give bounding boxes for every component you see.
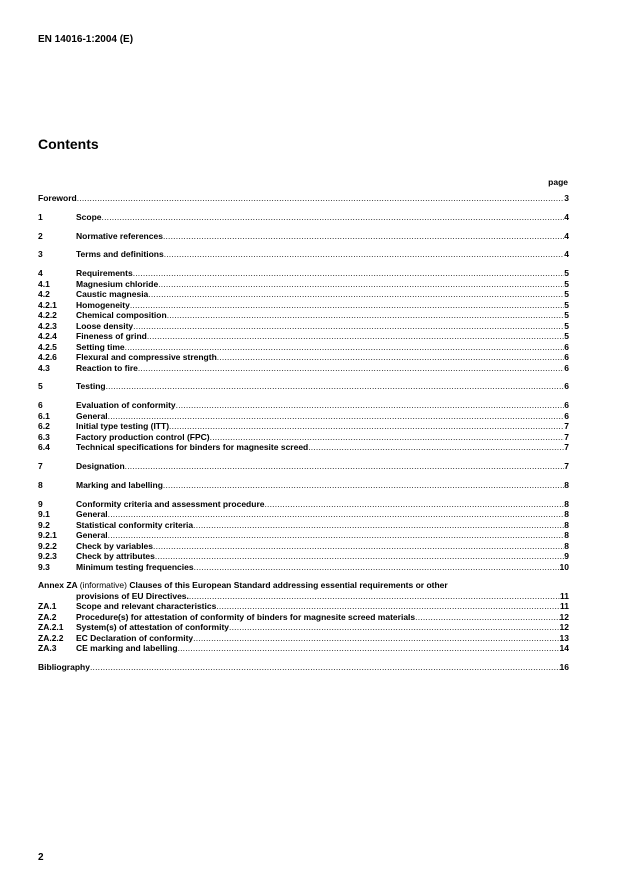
contents-title: Contents	[38, 136, 99, 152]
toc-entry-number: 6.1	[38, 410, 50, 421]
toc-entry-number: 4.2.6	[38, 352, 57, 363]
toc-entry-number: 1	[38, 211, 43, 222]
toc-entry-page: 7	[564, 421, 569, 432]
annex-label: Annex ZA	[38, 580, 78, 591]
toc-entry[interactable]	[38, 300, 569, 311]
toc-entry[interactable]	[38, 381, 569, 392]
dot-leader	[189, 591, 560, 602]
toc-entry-title: Scope and relevant characteristics	[76, 601, 217, 612]
toc-annex-za[interactable]	[38, 580, 569, 654]
toc-entry-bibliography[interactable]	[38, 662, 569, 673]
toc-entry-title: Caustic magnesia	[76, 289, 149, 300]
toc-entry-number: 6	[38, 400, 43, 411]
dot-leader	[169, 421, 564, 432]
dot-leader	[193, 633, 559, 644]
toc-entry-number: 4.3	[38, 362, 50, 373]
toc-entry-page: 13	[559, 632, 569, 643]
dot-leader	[167, 310, 565, 321]
toc-entry-title: Scope	[76, 211, 102, 222]
toc-entry-number: ZA.1	[38, 601, 57, 612]
toc-entry-page: 5	[564, 310, 569, 321]
toc-entry-number: 6.2	[38, 421, 50, 432]
toc-entry-number: 9.1	[38, 509, 50, 520]
toc-entry-page: 12	[559, 611, 569, 622]
toc-entry-page: 5	[564, 289, 569, 300]
annex-heading-line	[38, 580, 569, 591]
dot-leader	[194, 562, 560, 573]
dot-leader	[178, 643, 560, 654]
toc-entry[interactable]	[38, 509, 569, 520]
toc-entry-title: CE marking and labelling	[76, 643, 178, 654]
toc-main-entries	[38, 193, 569, 572]
toc-entry-number: 5	[38, 381, 43, 392]
dot-leader	[102, 212, 565, 223]
toc-entry[interactable]	[38, 249, 569, 260]
dot-leader	[163, 480, 564, 491]
toc-entry-page: 16	[559, 662, 569, 673]
toc-entry-number: 9	[38, 498, 43, 509]
toc-entry-number: 9.2	[38, 519, 50, 530]
toc-entry-page: 6	[564, 362, 569, 373]
toc-entry-title: Flexural and compressive strength	[76, 352, 217, 363]
toc-entry[interactable]	[38, 633, 569, 644]
toc-entry-number: 3	[38, 249, 43, 260]
dot-leader	[108, 509, 565, 520]
toc-entry-title: Bibliography	[38, 662, 90, 673]
dot-leader	[193, 520, 564, 531]
dot-leader	[264, 499, 564, 510]
toc-entry[interactable]	[38, 289, 569, 300]
toc-entry-title: Procedure(s) for attestation of conformity of binders for magnesite screed materials	[76, 611, 416, 622]
toc-entry[interactable]	[38, 421, 569, 432]
dot-leader	[90, 662, 560, 673]
toc-entry-title: Magnesium chloride	[76, 278, 159, 289]
toc-entry-number: 4.2.5	[38, 341, 57, 352]
toc-entry-title: EC Declaration of conformity	[76, 632, 194, 643]
dot-leader	[217, 352, 564, 363]
toc-entry-number: 4.2.2	[38, 310, 57, 321]
toc-entry-title: Homogeneity	[76, 299, 130, 310]
dot-leader	[153, 541, 564, 552]
dot-leader	[176, 400, 565, 411]
table-of-contents	[38, 193, 569, 673]
toc-entry-page: 4	[564, 249, 569, 260]
toc-entry[interactable]	[38, 530, 569, 541]
toc-entry[interactable]	[38, 400, 569, 411]
toc-entry-page: 11	[560, 601, 569, 612]
dot-leader	[210, 432, 565, 443]
toc-entry-title: Evaluation of conformity	[76, 400, 176, 411]
toc-entry-title: Initial type testing (ITT)	[76, 421, 170, 432]
toc-entry-number: ZA.3	[38, 643, 57, 654]
toc-entry-title: Terms and definitions	[76, 249, 164, 260]
toc-entry[interactable]	[38, 562, 569, 573]
toc-entry-title: Requirements	[76, 268, 133, 279]
annex-title-line2: provisions of EU Directives.	[76, 590, 189, 601]
dot-leader	[147, 331, 564, 342]
toc-entry[interactable]	[38, 461, 569, 472]
annex-qualifier: (informative)	[79, 580, 127, 591]
dot-leader	[158, 279, 564, 290]
toc-entry-page: 8	[564, 540, 569, 551]
toc-entry-number: 4	[38, 268, 43, 279]
toc-entry-number: 4.2.1	[38, 299, 57, 310]
toc-entry-title: System(s) of attestation of conformity	[76, 622, 230, 633]
dot-leader	[125, 461, 565, 472]
toc-entry-title: Statistical conformity criteria	[76, 519, 194, 530]
toc-entry-number: 2	[38, 230, 43, 241]
toc-entry-page: 14	[559, 643, 569, 654]
page-number-footer: 2	[38, 852, 44, 863]
toc-entry[interactable]	[38, 342, 569, 353]
annex-title-line1: Clauses of this European Standard addressing essential requirements or other	[129, 580, 448, 591]
dot-leader	[133, 268, 565, 279]
toc-entry-title: Loose density	[76, 320, 134, 331]
toc-entry-page: 5	[564, 299, 569, 310]
dot-leader	[163, 231, 564, 242]
annex-page-number: 11	[560, 590, 569, 601]
toc-entry-number: 4.2	[38, 289, 50, 300]
toc-entry-number: ZA.2.1	[38, 622, 64, 633]
toc-entry-number: 4.1	[38, 278, 50, 289]
toc-entry-title: Normative references	[76, 230, 163, 241]
dot-leader	[130, 300, 564, 311]
toc-entry-title: Factory production control (FPC)	[76, 431, 210, 442]
toc-entry-title: Testing	[76, 381, 106, 392]
toc-entry[interactable]	[38, 321, 569, 332]
toc-entry[interactable]	[38, 432, 569, 443]
toc-entry-title: Conformity criteria and assessment procedure	[76, 498, 265, 509]
toc-entry[interactable]	[38, 352, 569, 363]
toc-annex-entries	[38, 601, 569, 654]
toc-entry-title: Check by attributes	[76, 551, 155, 562]
toc-entry[interactable]	[38, 499, 569, 510]
toc-entry-number: 9.2.3	[38, 551, 57, 562]
toc-entry-title: Fineness of grind	[76, 331, 147, 342]
toc-entry-page: 3	[564, 193, 569, 203]
toc-entry[interactable]	[38, 622, 569, 633]
toc-entry-title: Marking and labelling	[76, 479, 163, 490]
dot-leader	[138, 363, 564, 374]
page-column-label: page	[548, 177, 568, 187]
toc-entry-page: 9	[564, 551, 569, 562]
toc-entry-title: General	[76, 530, 108, 541]
toc-entry[interactable]	[38, 310, 569, 321]
dot-leader	[106, 381, 565, 392]
toc-entry-page: 6	[564, 400, 569, 411]
toc-entry-page: 4	[564, 230, 569, 241]
toc-entry-number: 6.4	[38, 442, 50, 453]
toc-entry-title: Foreword	[38, 193, 77, 203]
toc-entry-page: 8	[564, 530, 569, 541]
toc-entry-page: 5	[564, 320, 569, 331]
toc-entry[interactable]	[38, 212, 569, 223]
toc-entry-number: 7	[38, 461, 43, 472]
annex-title-continuation	[38, 591, 569, 602]
toc-entry[interactable]	[38, 193, 569, 204]
toc-entry[interactable]	[38, 411, 569, 422]
toc-entry-page: 8	[564, 509, 569, 520]
toc-entry-number: 9.2.1	[38, 530, 57, 541]
toc-entry-page: 5	[564, 278, 569, 289]
toc-entry-title: Designation	[76, 461, 125, 472]
toc-entry-page: 8	[564, 479, 569, 490]
dot-leader	[77, 193, 565, 204]
dot-leader	[415, 612, 559, 623]
toc-entry-number: 8	[38, 479, 43, 490]
toc-entry-page: 5	[564, 331, 569, 342]
toc-entry-page: 12	[559, 622, 569, 633]
toc-entry-title: General	[76, 509, 108, 520]
toc-entry[interactable]	[38, 520, 569, 531]
toc-entry[interactable]	[38, 442, 569, 453]
toc-entry-number: 9.3	[38, 561, 50, 572]
dot-leader	[108, 530, 565, 541]
dot-leader	[148, 289, 564, 300]
toc-entry-title: Chemical composition	[76, 310, 167, 321]
toc-entry-page: 7	[564, 431, 569, 442]
toc-entry[interactable]	[38, 268, 569, 279]
toc-entry-page: 7	[564, 461, 569, 472]
dot-leader	[164, 249, 565, 260]
toc-entry-title: General	[76, 410, 108, 421]
dot-leader	[308, 442, 564, 453]
dot-leader	[216, 601, 560, 612]
toc-entry[interactable]	[38, 541, 569, 552]
toc-entry[interactable]	[38, 551, 569, 562]
toc-entry-page: 7	[564, 442, 569, 453]
toc-entry-page: 6	[564, 410, 569, 421]
toc-entry[interactable]	[38, 363, 569, 374]
toc-entry[interactable]	[38, 279, 569, 290]
toc-entry[interactable]	[38, 331, 569, 342]
toc-entry-page: 5	[564, 268, 569, 279]
toc-entry-page: 6	[564, 381, 569, 392]
dot-leader	[133, 321, 564, 332]
toc-entry-number: 4.2.3	[38, 320, 57, 331]
toc-entry-number: 9.2.2	[38, 540, 57, 551]
toc-entry-title: Reaction to fire	[76, 362, 138, 373]
toc-entry-page: 10	[559, 561, 569, 572]
toc-entry[interactable]	[38, 231, 569, 242]
toc-entry-title: Check by variables	[76, 540, 154, 551]
dot-leader	[108, 411, 565, 422]
toc-entry-number: 4.2.4	[38, 331, 57, 342]
toc-entry-page: 6	[564, 341, 569, 352]
toc-entry-page: 8	[564, 498, 569, 509]
toc-entry[interactable]	[38, 612, 569, 623]
toc-entry[interactable]	[38, 480, 569, 491]
toc-entry-title: Setting time	[76, 341, 125, 352]
toc-entry-page: 8	[564, 519, 569, 530]
toc-entry-page: 4	[564, 211, 569, 222]
toc-entry-page: 6	[564, 352, 569, 363]
toc-entry[interactable]	[38, 643, 569, 654]
toc-entry-title: Technical specifications for binders for magnesite screed	[76, 442, 309, 453]
dot-leader	[125, 342, 565, 353]
toc-entry-title: Minimum testing frequencies	[76, 561, 194, 572]
dot-leader	[155, 551, 564, 562]
dot-leader	[229, 622, 560, 633]
document-header: EN 14016-1:2004 (E)	[38, 34, 134, 45]
toc-entry[interactable]	[38, 601, 569, 612]
toc-entry-number: ZA.2	[38, 611, 57, 622]
toc-entry-number: ZA.2.2	[38, 632, 64, 643]
toc-entry-number: 6.3	[38, 431, 50, 442]
